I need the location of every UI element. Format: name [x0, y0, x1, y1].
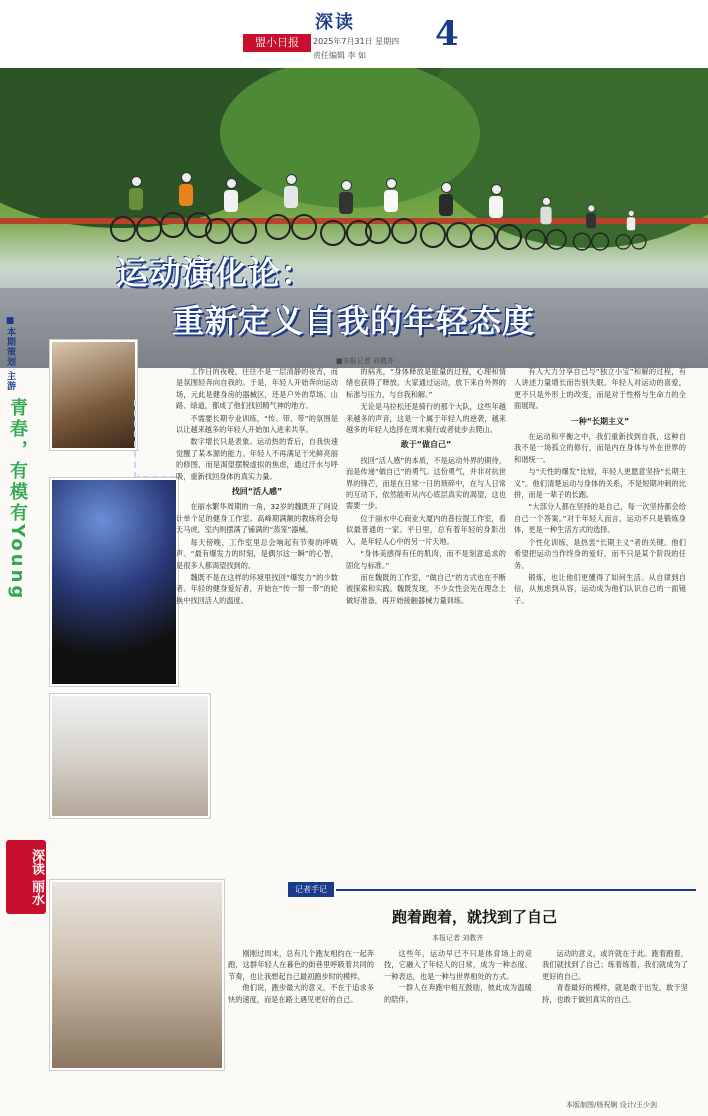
- cyclist: [470, 184, 522, 254]
- journal-title: 跑着跑着，就找到了自己: [392, 908, 558, 926]
- slogan: 青春，有模有Young: [7, 398, 28, 602]
- cyclist: [365, 178, 417, 248]
- cyclist: [573, 205, 609, 254]
- paragraph: 在丽水繁华周期的一角，32岁的魏既开了间设计单个足的健身工作室。高峰期满额的教练将会每天马虎，室内则摆满了铺满的“蒸笼”器械。: [176, 502, 338, 535]
- journal-column-2: [384, 948, 532, 1098]
- journal-column-3: [542, 948, 688, 1098]
- paragraph: 魏既不是在这样的环境里找回“爆发力”的少数者。年轻的健身爱好者，开始在“传一帮一带”的轮换中找回活人的温度。: [176, 572, 338, 605]
- paragraph: 与“天性的爆发”比较，年轻人更愿意坚持“长期主义”。他们清楚运动与身体的关系，不是短期冲刺的比拼，而是一辈子的长跑。: [514, 467, 686, 500]
- paragraph: 运动的意义，或许就在于此。跑着跑着，我们就找到了自己；练着练着，我们就成为了更好的自己。: [542, 949, 688, 981]
- paragraph: “大部分人都在坚持的是自己，每一次坚持都会给自己一个答案。”对于年轻人而言，运动不只是锻炼身体，更是一种生活方式的选择。: [514, 502, 686, 535]
- paragraph: 有人大力分享自己与“独立小宝”和解的过程，有人讲述力量增长而告别失眠。年轻人对运动的喜爱，更不只是外形上的改变，而是对于性格与生命力的全面展现。: [514, 367, 686, 411]
- cyclist: [265, 174, 317, 244]
- decorative-frame: [134, 400, 176, 478]
- journal-column-1: [228, 948, 374, 1098]
- journal-tag: 记者手记: [288, 882, 334, 897]
- paragraph: 锻炼，也让他们更懂得了如何生活。从自律到自信，从焦虑到从容，运动成为他们认识自己的一面镜子。: [514, 572, 686, 605]
- page-number: 4: [435, 14, 459, 54]
- paragraph: 位于丽水中心商业大厦内的普拉提工作室，看似最普通的一家。平日里，总有着年轻的身影出入，是年轻人心中的另一片天地。: [346, 513, 506, 546]
- article-column-2: [346, 366, 506, 846]
- cyclist: [205, 178, 257, 248]
- paragraph: 不需要长期专业训练，“传、带、带”的氛围是以让越来越多的年轻人开始加入进来共享。: [176, 413, 338, 435]
- article-column-3: [514, 366, 686, 846]
- photo-cafe-interior: [50, 340, 137, 450]
- cyclist: [615, 210, 646, 252]
- newspaper-logo: 盟小日报: [243, 34, 311, 52]
- cyclist: [420, 182, 472, 252]
- section-heading: 一种“长期主义”: [570, 416, 630, 426]
- paragraph: 刚刚过周末，总有几个跑友相约在一起奔跑，这群年轻人在暮色的街巷里呼吸着共同的节奏，也让我想起自己最初跑步时的模样。: [228, 949, 374, 981]
- paragraph: 他们说，跑步最大的意义，不在于追求多快的速度，而是在路上遇见更好的自己。: [228, 983, 374, 1004]
- paragraph: 青春最好的模样，就是敢于出发，敢于坚持，也敢于做回真实的自己。: [542, 983, 688, 1004]
- article-column-1: [176, 366, 338, 846]
- paragraph: 而在魏既的工作室，“做自己”的方式也在不断被探索和实践。魏既发现，不少女性会先在理念上做好准备，再开始接触器械力量训练。: [346, 572, 506, 605]
- paragraph: 的病兆，“身体释放是能量的过程，心理和情绪也获得了释放。大家通过运动，放下来自外界的标准与压力，与自我和解。”: [346, 367, 506, 399]
- paragraph: 这些年，运动早已不只是体育场上的竞技，它融入了年轻人的日常，成为一种态度、一种表达，也是一种与世界相处的方式。: [384, 949, 532, 981]
- paragraph: 无论是马拉松还是骑行的那个大队，这些年越来越多的声音，这是一个属于年轻人的逆袭，越来越多的年轻人选择在周末骑行或者徒步去爬山。: [346, 402, 506, 435]
- section-heading: 敢于“做自己”: [400, 440, 452, 450]
- journal-byline: 本报记者 刘教齐: [432, 934, 484, 942]
- paragraph: 找回“活人感”的本质，不是运动外界的期待，而是传递“做自己”的勇气。这份勇气，并非对抗世界的锋芒，而是在日常一日的琐碎中，在与人日常的互动下，依然能听从内心底层真实的渴望，这也需要一步。: [346, 455, 506, 511]
- paragraph: 每天傍晚，工作室里总会响起有节奏的呼吸声。“最有爆发力的时刻，是偶尔这一瞬”的心智，是很多人都渴望找到的。: [176, 537, 338, 570]
- cyclist: [525, 197, 567, 253]
- paragraph: 一群人在奔跑中相互鼓励，彼此成为温暖的陪伴。: [384, 983, 532, 1004]
- editor-credit: 责任编辑 李 如: [313, 51, 367, 60]
- plan-credit: ■本期策划 主游: [5, 316, 15, 392]
- issue-date: 2025年7月31日 星期四: [313, 37, 400, 46]
- photo-group-selfie: [50, 478, 178, 686]
- section-title: 深读: [315, 12, 355, 33]
- paragraph: 个性化训练，是热衷“长期主义”者的关键。他们希望把运动当作终身的爱好，而不只是某个阶段的任务。: [514, 537, 686, 570]
- headline-line-1: 运动演化论：: [116, 254, 315, 292]
- divider: [336, 889, 696, 891]
- paragraph: “身体美感得有任的肌肉，而不是刻意追求的固化与标准。”: [346, 549, 506, 570]
- section-seal: 深读 丽水: [6, 840, 46, 914]
- paragraph: 工作日的夜晚，往往不是一层清静的夜宵，而是氛围轻奔向自我的。于是，年轻人开始奔向运动场，元此是健身房的器械区，还是户外的草场、山路、绿道，都成了他们找回精气神的地方。: [176, 367, 338, 411]
- page-credits: 本版制图/杨祝娴 设计/王少剑: [566, 1101, 657, 1109]
- cyclist: [110, 176, 162, 246]
- headline-line-2: 重新定义自我的年轻态度: [172, 302, 536, 340]
- paragraph: 在运动和平衡之中，我们重新找到自我，这种自我不是一场孤立的修行，而是内在身体与外在世界的和谐统一。: [514, 432, 686, 464]
- article-byline: ■本报记者 刘教齐: [336, 357, 394, 365]
- photo-group-gathering: [50, 880, 224, 1070]
- section-heading: 找回“活人感”: [231, 487, 283, 497]
- paragraph: 数字增长只是表象。运动热的背后，自我快速觉醒了某本源的能力。年轻人不再满足于光鲜亮丽的修图，而是渴望摆脱虚拟的焦虑，通过汗水与呼吸，重新找回身体的真实力量。: [176, 437, 338, 481]
